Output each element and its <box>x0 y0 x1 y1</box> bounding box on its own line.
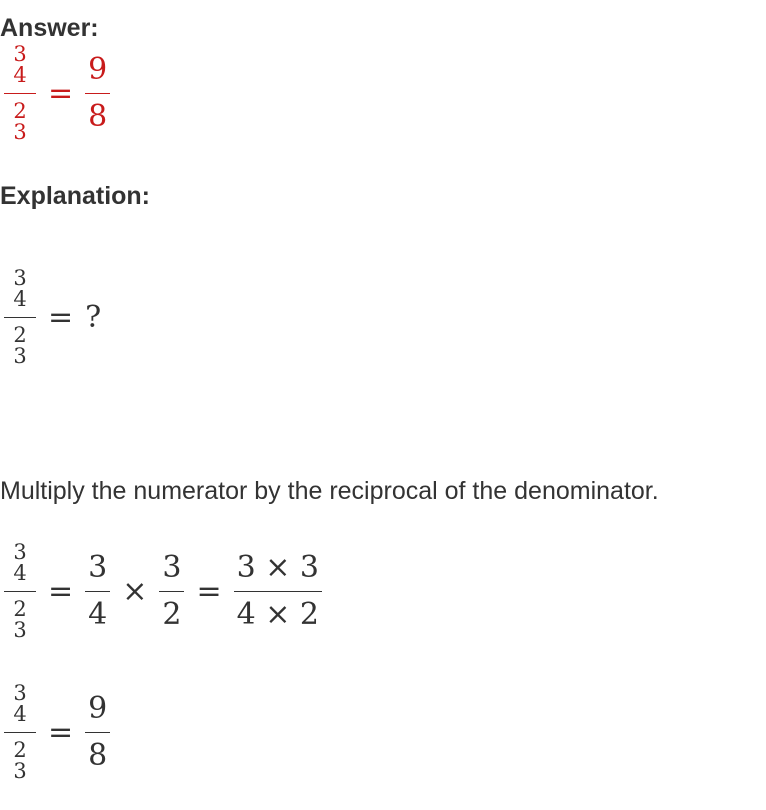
numerator: 9 <box>88 691 108 726</box>
denominator: 3 <box>13 344 27 368</box>
numerator: 3 <box>13 540 27 564</box>
fraction-c <box>234 550 322 632</box>
outer-numerator <box>11 44 28 86</box>
unknown-mark: ? <box>85 299 102 335</box>
denominator: 3 <box>13 759 27 783</box>
compound-fraction <box>4 542 36 641</box>
denominator: 4 × 2 <box>236 597 319 632</box>
outer-denominator <box>11 101 28 143</box>
numerator: 2 <box>13 99 27 123</box>
denominator: 8 <box>88 738 108 773</box>
numerator: 2 <box>13 738 27 762</box>
denominator: 3 <box>13 618 27 642</box>
fraction-bar <box>159 591 184 592</box>
fraction-a <box>85 550 110 632</box>
numerator: 3 <box>162 550 182 585</box>
outer-denominator <box>11 325 28 367</box>
numerator: 3 × 3 <box>236 550 319 585</box>
main-fraction-bar <box>4 732 36 733</box>
numerator: 3 <box>13 266 27 290</box>
result-fraction <box>85 691 110 773</box>
step-equation <box>4 542 322 641</box>
main-fraction-bar <box>4 591 36 592</box>
result-fraction <box>85 52 110 134</box>
fraction-b <box>159 550 184 632</box>
fraction-bar <box>85 732 110 733</box>
denominator: 4 <box>13 63 27 87</box>
main-fraction-bar <box>4 317 36 318</box>
result-equation <box>4 683 110 782</box>
answer-heading: Answer: <box>0 14 99 42</box>
denominator: 2 <box>162 597 182 632</box>
compound-fraction <box>4 44 36 143</box>
numerator: 9 <box>88 52 108 87</box>
denominator: 8 <box>88 99 108 134</box>
explanation-heading: Explanation: <box>0 182 151 210</box>
numerator: 2 <box>13 597 27 621</box>
outer-numerator <box>11 683 28 725</box>
denominator: 4 <box>88 597 108 632</box>
denominator: 4 <box>13 561 27 585</box>
denominator: 3 <box>13 120 27 144</box>
denominator: 4 <box>13 287 27 311</box>
compound-fraction <box>4 683 36 782</box>
main-fraction-bar <box>4 93 36 94</box>
compound-fraction <box>4 268 36 367</box>
numerator: 3 <box>13 42 27 66</box>
outer-denominator <box>11 599 28 641</box>
numerator: 3 <box>88 550 108 585</box>
equals-sign: = <box>48 299 74 335</box>
outer-denominator <box>11 740 28 782</box>
numerator: 3 <box>13 681 27 705</box>
outer-numerator <box>11 268 28 310</box>
instruction-text: Multiply the numerator by the reciprocal of the denominator. <box>0 477 659 505</box>
equals-sign: = <box>48 714 74 750</box>
equals-sign: = <box>48 75 74 111</box>
fraction-bar <box>234 591 322 592</box>
question-equation <box>4 268 113 367</box>
outer-numerator <box>11 542 28 584</box>
numerator: 2 <box>13 323 27 347</box>
answer-equation <box>4 44 110 143</box>
fraction-bar <box>85 93 110 94</box>
fraction-bar <box>85 591 110 592</box>
denominator: 4 <box>13 702 27 726</box>
equals-sign: = <box>48 573 74 609</box>
equals-sign: = <box>196 573 222 609</box>
times-sign: × <box>122 573 148 609</box>
